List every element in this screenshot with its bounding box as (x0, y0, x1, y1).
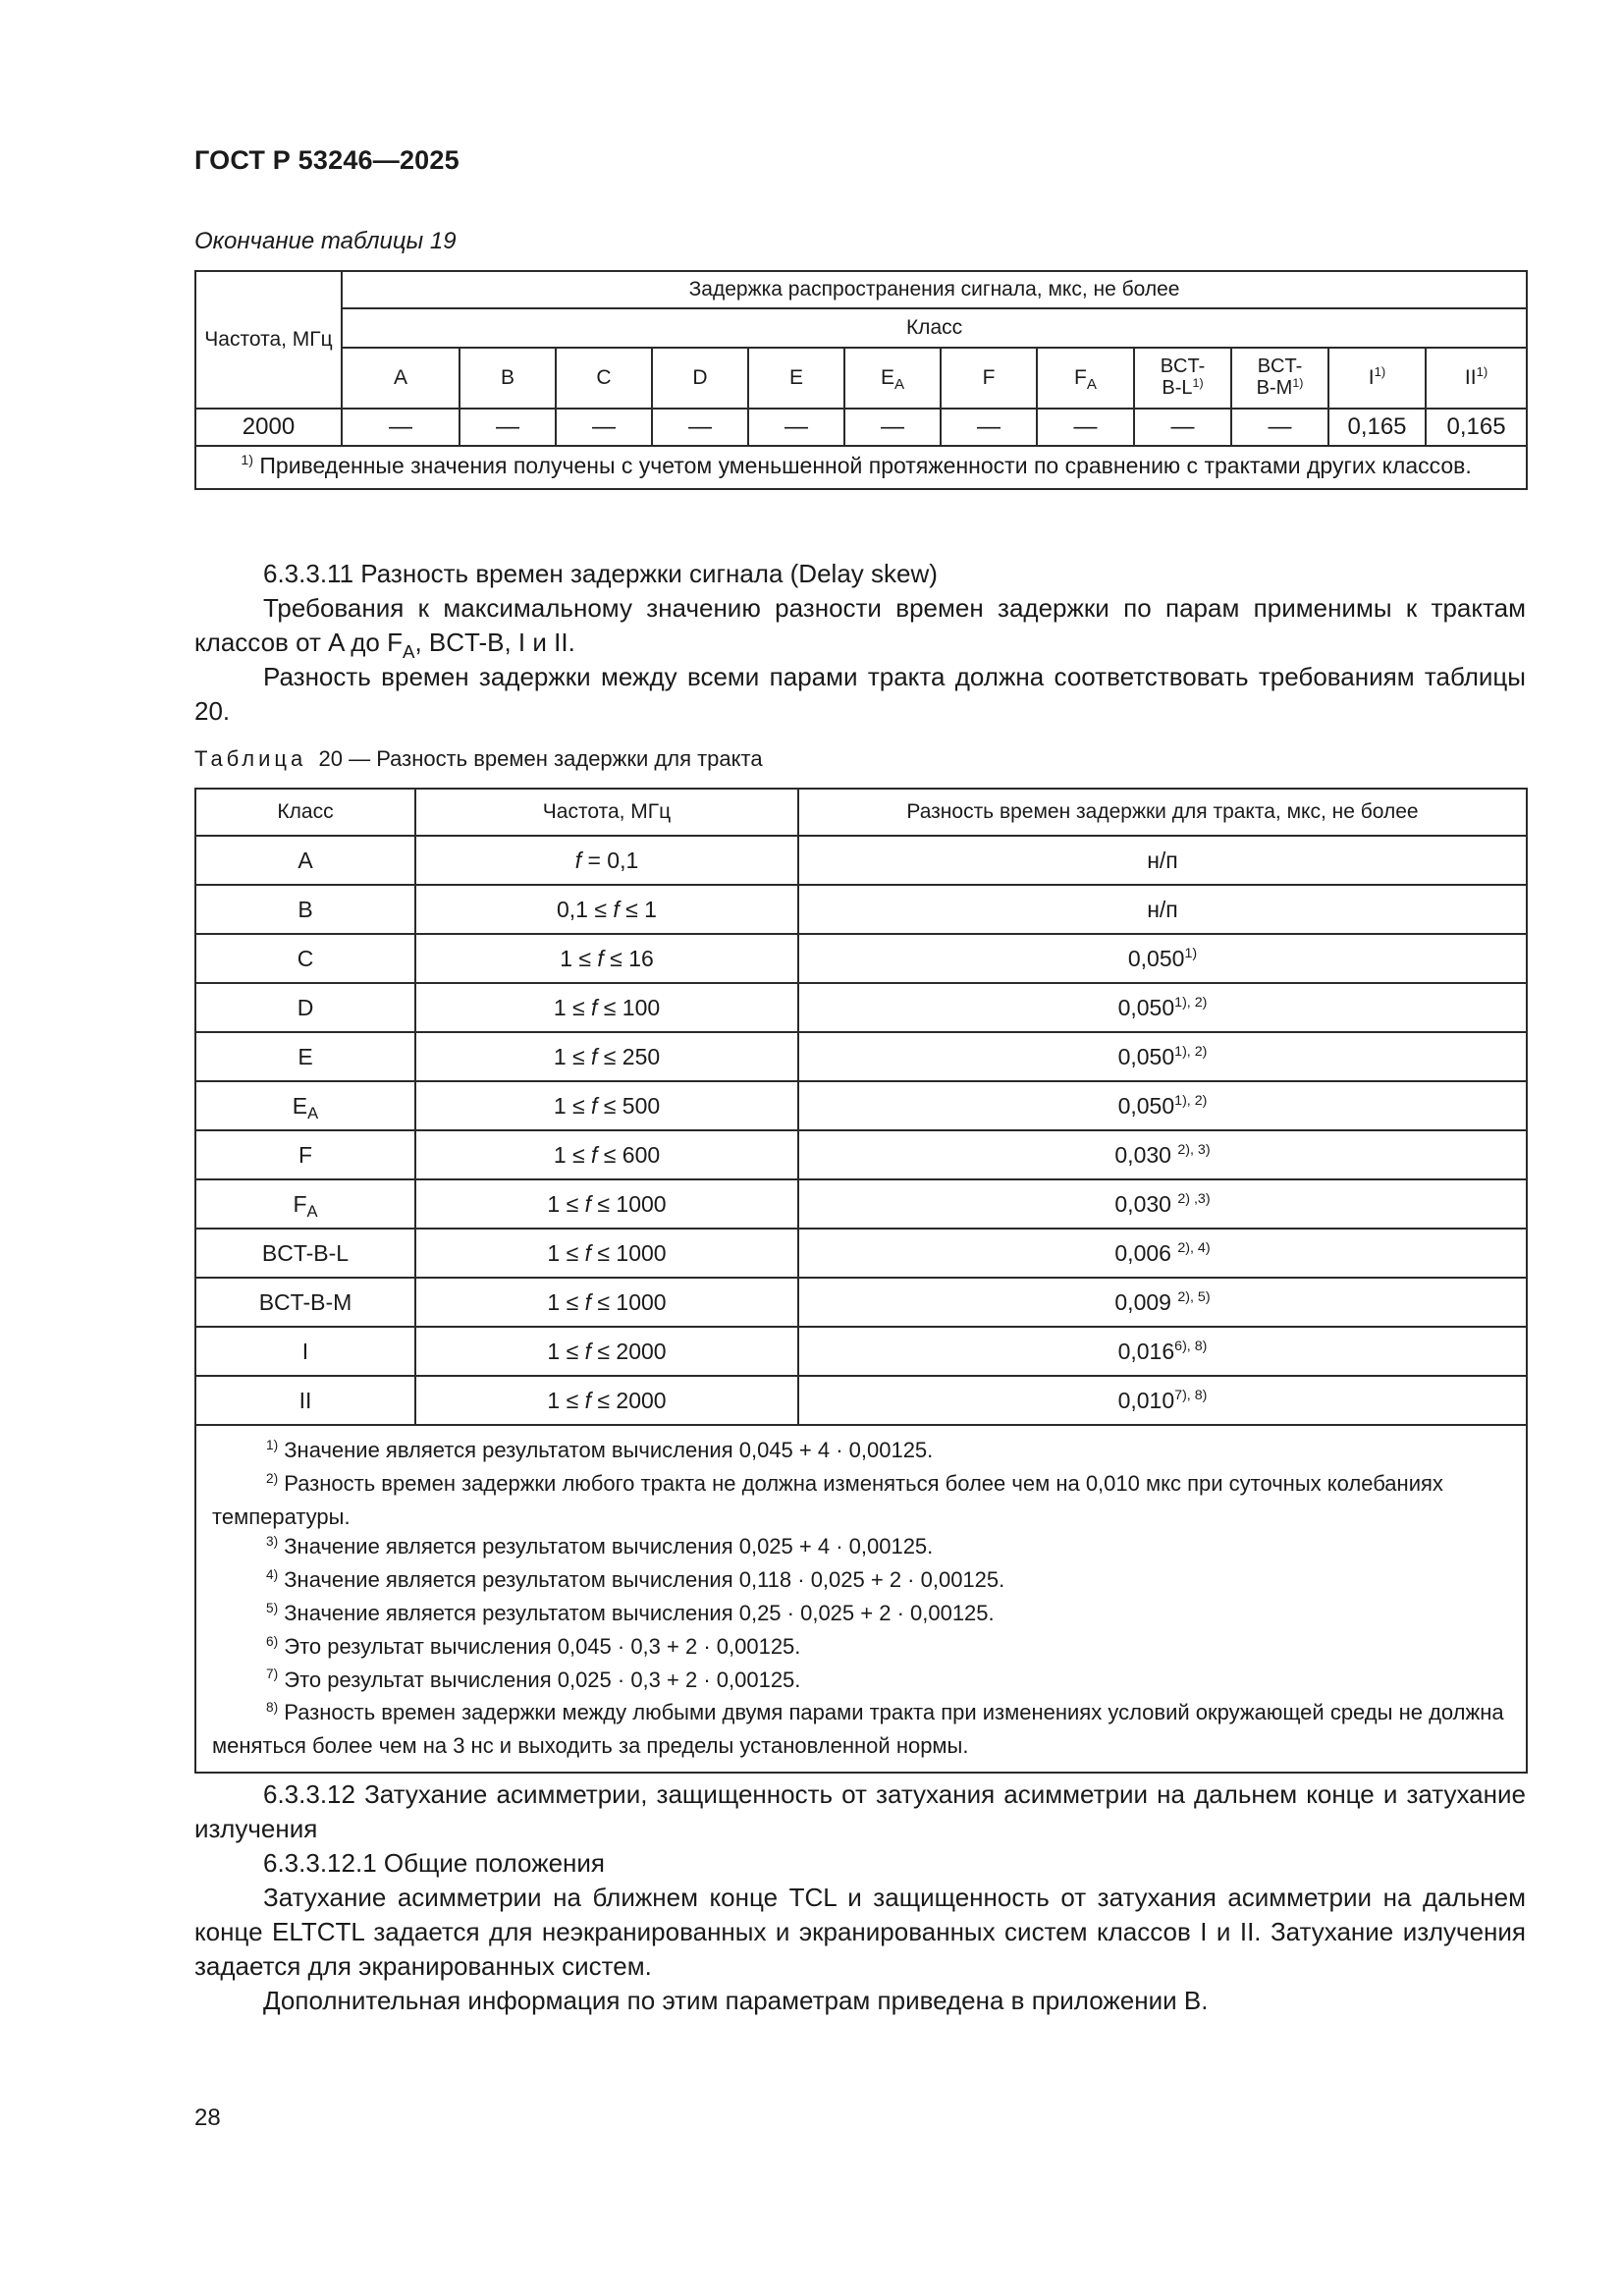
value-cell: — (1231, 409, 1328, 446)
class-cell: D (195, 983, 415, 1032)
footnote: $^{1)}$ Значение является результатом вычисления 0,045 + 4 · 0,00125. (266, 1437, 934, 1462)
table-20-footnotes (195, 1425, 1527, 1773)
page-number: 28 (194, 2105, 221, 2131)
class-cell: $F_A$ (195, 1179, 415, 1229)
table-row (195, 1278, 1527, 1327)
class-cell: $I^{1)}$ (1328, 348, 1426, 409)
footnote: $^{7)}$ Это результат вычисления 0,025 · 0,3 + 2 · 0,00125. (266, 1667, 801, 1692)
delay-header: Задержка распространения сигнала, мкс, не более (342, 271, 1527, 308)
footnote: $^{4)}$ Значение является результатом вычисления 0,118 · 0,025 + 2 · 0,00125. (266, 1567, 1005, 1593)
frequency-cell: 1 ≤ f ≤ 2000 (415, 1327, 798, 1376)
class-cell: B (195, 885, 415, 934)
table-row (195, 983, 1527, 1032)
value-cell: 0,006 $^{2), 4)}$ (798, 1229, 1527, 1278)
class-cell: C (195, 934, 415, 983)
document-header: ГОСТ Р 53246—2025 (194, 145, 460, 175)
value-cell: — (748, 409, 844, 446)
frequency-cell: 1 ≤ f ≤ 1000 (415, 1179, 798, 1229)
frequency-cell: 1 ≤ f ≤ 16 (415, 934, 798, 983)
value-cell: 0,050$^{1)}$ (798, 934, 1527, 983)
class-cell: BCT-B-L (195, 1229, 415, 1278)
value-cell: 0,009 $^{2), 5)}$ (798, 1278, 1527, 1327)
section-title-6-3-3-11: 6.3.3.11 Разность времен задержки сигнала (Delay skew) (263, 559, 938, 588)
footnote: $^{5)}$ Значение является результатом вычисления 0,25 · 0,025 + 2 · 0,00125. (266, 1600, 995, 1625)
frequency-cell: 1 ≤ f ≤ 250 (415, 1032, 798, 1081)
footnote: $^{3)}$ Значение является результатом вычисления 0,025 + 4 · 0,00125. (266, 1534, 934, 1559)
footnote: $^{6)}$ Это результат вычисления 0,045 · 0,3 + 2 · 0,00125. (266, 1633, 801, 1659)
value-cell: 0,030 $^{2), 3)}$ (798, 1130, 1527, 1179)
table-19-caption: Окончание таблицы 19 (194, 228, 457, 254)
class-cell: E (748, 348, 844, 409)
value-cell: — (1134, 409, 1231, 446)
class-cell: $E_A$ (195, 1081, 415, 1130)
class-cell: F (941, 348, 1037, 409)
table-19 (194, 270, 1528, 490)
table-row (195, 1376, 1527, 1425)
column-header: Класс (195, 789, 415, 836)
value-cell: — (652, 409, 748, 446)
value-cell: $0,050^{1), 2)}$ (798, 1032, 1527, 1081)
footnote: $^{8)}$ Разность времен задержки между любыми двумя парами тракта при изменениях условий окружающей среды не должна меняться более чем на 3 нс и выходить за пределы установленной нормы. (212, 1700, 1504, 1759)
class-cell: $F_A$ (1037, 348, 1134, 409)
frequency-cell: 0,1 ≤ f ≤ 1 (415, 885, 798, 934)
class-cell: A (342, 348, 460, 409)
table-row (195, 934, 1527, 983)
value-cell: $0,010^{7), 8)}$ (798, 1376, 1527, 1425)
value-cell: н/п (798, 836, 1527, 885)
class-cell: C (556, 348, 652, 409)
frequency-cell: 1 ≤ f ≤ 600 (415, 1130, 798, 1179)
subsection-title-6-3-3-12-1: 6.3.3.12.1 Общие положения (263, 1848, 606, 1878)
table-row (195, 836, 1527, 885)
frequency-cell: 1 ≤ f ≤ 2000 (415, 1376, 798, 1425)
frequency-cell: 1 ≤ f ≤ 1000 (415, 1278, 798, 1327)
class-cell: BCT- $B-M^{1)}$ (1231, 348, 1328, 409)
value-cell: 0,030 $^{2) ,3)}$ (798, 1179, 1527, 1229)
value-cell: н/п (798, 885, 1527, 934)
class-cell: I (195, 1327, 415, 1376)
paragraph: Затухание асимметрии на ближнем конце TCL и защищенность от затухания асимметрии на дальнем конце ELTCTL задается для неэкранированных и экранированных систем классов I и II. Затухание излучения задается для экранированных систем. (194, 1883, 1526, 1981)
value-cell: — (1037, 409, 1134, 446)
value-cell: 0,165 (1426, 409, 1527, 446)
table-20 (194, 788, 1528, 1774)
class-cell: II$^{1)}$ (1426, 348, 1527, 409)
frequency-cell: 1 ≤ f ≤ 100 (415, 983, 798, 1032)
frequency-cell: f = 0,1 (415, 836, 798, 885)
table-20-caption: Таблица 20 — Разность времен задержки для тракта (194, 746, 763, 771)
paragraph: Разность времен задержки между всеми парами тракта должна соответствовать требованиям таблицы 20. (194, 662, 1526, 726)
value-cell: 0,165 (1328, 409, 1426, 446)
class-cell: E (195, 1032, 415, 1081)
value-cell: — (342, 409, 460, 446)
paragraph: Дополнительная информация по этим параметрам приведена в приложении B. (263, 1986, 1209, 2015)
class-cell: BCT-B-M (195, 1278, 415, 1327)
value-cell: — (844, 409, 941, 446)
class-cell: BCT- $B-L^{1)}$ (1134, 348, 1231, 409)
footnote: $^{2)}$ Разность времен задержки любого тракта не должна изменяться более чем на 0,010 мкс при суточных колебаниях температуры. (212, 1470, 1443, 1529)
class-cell: D (652, 348, 748, 409)
frequency-cell: 2000 (195, 409, 342, 446)
class-header: Класс (342, 308, 1527, 348)
frequency-cell: 1 ≤ f ≤ 1000 (415, 1229, 798, 1278)
column-header: Разность времен задержки для тракта, мкс, не более (798, 789, 1527, 836)
table-row (195, 1179, 1527, 1229)
table-row (195, 885, 1527, 934)
frequency-header: Частота, МГц (195, 271, 342, 409)
table-row (195, 1032, 1527, 1081)
value-cell: — (556, 409, 652, 446)
table-row (195, 1130, 1527, 1179)
table-19-footnote: $^{1)}$ Приведенные значения получены с учетом уменьшенной протяженности по сравнению с трактами других классов. (195, 446, 1527, 489)
class-cell: A (195, 836, 415, 885)
class-cell: $E_A$ (844, 348, 941, 409)
value-cell: — (941, 409, 1037, 446)
frequency-cell: 1 ≤ f ≤ 500 (415, 1081, 798, 1130)
value-cell: $0,050^{1), 2)}$ (798, 1081, 1527, 1130)
class-cell: F (195, 1130, 415, 1179)
table-row (195, 1327, 1527, 1376)
value-cell: $0,016^{6), 8)}$ (798, 1327, 1527, 1376)
table-row (195, 1081, 1527, 1130)
class-cell: B (460, 348, 556, 409)
table-row (195, 1229, 1527, 1278)
class-cell: II (195, 1376, 415, 1425)
column-header: Частота, МГц (415, 789, 798, 836)
paragraph: Требования к максимальному значению разности времен задержки по парам применимы к трактам классов от A до $F_A$, BCT-B, I и II. (194, 593, 1526, 662)
section-title-6-3-3-12: 6.3.3.12 Затухание асимметрии, защищенность от затухания асимметрии на дальнем конце и затухание излучения (194, 1779, 1526, 1843)
value-cell: — (460, 409, 556, 446)
value-cell: $0,050^{1), 2)}$ (798, 983, 1527, 1032)
